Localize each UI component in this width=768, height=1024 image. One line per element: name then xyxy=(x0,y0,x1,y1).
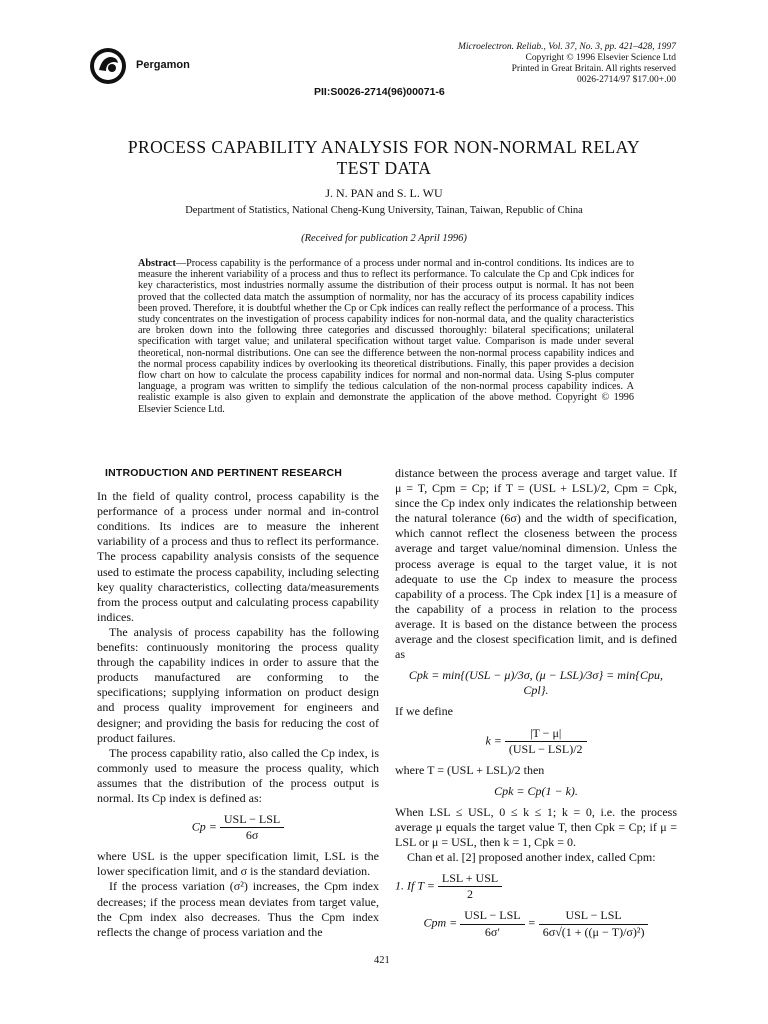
left-column xyxy=(97,466,379,940)
received-date: (Received for publication 2 April 1996) xyxy=(301,233,467,244)
authors: J. N. PAN and S. L. WU xyxy=(325,186,443,200)
equation-lhs: Cp = xyxy=(191,819,217,834)
fraction xyxy=(460,908,524,939)
equation-lhs: Cpm = xyxy=(423,915,458,930)
journal-line: Microelectron. Reliab., Vol. 37, No. 3, pp. 421–428, 1997 xyxy=(457,42,676,52)
abstract xyxy=(138,258,634,415)
equation-cpk-k: Cpk = Cp(1 − k). xyxy=(494,783,578,798)
equation-cp xyxy=(97,812,379,843)
section-heading: INTRODUCTION AND PERTINENT RESEARCH xyxy=(105,467,343,479)
pii-identifier: PII:S0026-2714(96)00071-6 xyxy=(314,86,445,98)
denominator: 2 xyxy=(467,887,474,902)
abstract-label: Abstract xyxy=(138,258,176,269)
journal-citation xyxy=(458,42,676,86)
affiliation: Department of Statistics, National Cheng-Kung University, Tainan, Taiwan, Republic of China xyxy=(185,205,583,216)
fraction xyxy=(220,812,284,843)
equals-sign: = xyxy=(527,915,536,930)
journal-line: Printed in Great Britain. All rights reserved xyxy=(511,64,676,74)
pergamon-logo-icon xyxy=(88,46,128,86)
fraction xyxy=(505,726,587,757)
pergamon-logo xyxy=(88,46,128,86)
numerator: USL − LSL xyxy=(220,812,284,828)
journal-line: Copyright © 1996 Elsevier Science Ltd xyxy=(525,53,676,63)
page-number: 421 xyxy=(374,955,390,966)
fraction xyxy=(438,871,502,902)
right-column xyxy=(395,466,677,946)
abstract-text: —Process capability is the performance of a process under normal and in-control conditions. Its indices are to measure the inherent variability of a process and thus to reflect its performance. To calculate the Cp and Cpk indices for key characteristics, most industries normally assume the distribution of their process output is normal. It has not been proved that the collected data match the assumption of normality, nor has the accuracy of its process capability indices been proved. Therefore, it is doubtful whether the Cp or Cpk indices can really reflect the performance of a process. This study concentrates on the investigation of process capability indices for non-normal data, and the quality characteristics are broken down into the following three categories and discussed thoroughly: bilateral specifications; unilateral specification with target value; and unilateral specification without target value. Comparison is made under several theoretical, non-normal distributions. One can see the difference between the non-normal process capability indices and the normal process capability indices by overlooking its theoretical distributions. Finally, this paper provides a decision flow chart on how to calculate the process capability indices for normal and non-normal data. Using S-plus computer language, a program was written to simplify the tedious calculation of the non-normal process capability indices. A realistic example is also given to explain and demonstrate the application of the above method. Copyright © 1996 Elsevier Science Ltd. xyxy=(138,258,634,415)
condition-line xyxy=(395,871,677,902)
denominator: (USL − LSL)/2 xyxy=(508,741,583,756)
journal-line: 0026-2714/97 $17.00+.00 xyxy=(576,75,676,85)
paragraph: The process capability ratio, also called the Cp index, is commonly used to measure the process quality, which assumes that the distribution of the process output is normal. Its Cp index is defined as: xyxy=(97,745,379,805)
equation-cpk: Cpk = min{(USL − μ)/3σ, (μ − LSL)/3σ} = min{Cpu, Cpl}. xyxy=(408,668,664,698)
numerator: |T − μ| xyxy=(505,726,587,742)
title-line: TEST DATA xyxy=(336,158,432,178)
paragraph: In the field of quality control, process capability is the performance of a process under normal and in-control conditions. Its indices are to measure the inherent variability of a process and thus to reflect its performance. The process capability analysis consists of the sequence used to estimate the process capability, including selecting key quality characteristics, collecting data/measurements from the process output and calculating process capability indices. xyxy=(97,489,379,624)
fraction xyxy=(539,908,649,939)
denominator: 6σ√(1 + ((μ − T)/σ)²) xyxy=(542,924,645,939)
paragraph: When LSL ≤ USL, 0 ≤ k ≤ 1; k = 0, i.e. the process average μ equals the target value T, then Cpk = Cp; if μ = LSL or μ = USL, then k = 1, Cpk = 0. xyxy=(395,804,677,850)
paragraph: If we define xyxy=(395,704,453,719)
numerator: USL − LSL xyxy=(539,908,649,924)
paragraph: Chan et al. [2] proposed another index, called Cpm: xyxy=(407,850,656,865)
paragraph: where T = (USL + LSL)/2 then xyxy=(395,762,545,777)
paragraph: If the process variation (σ²) increases, the Cpm index decreases; if the process mean deviates from target value, the Cpm index also decreases. Thus the Cpm index reflects the change of process variation and the xyxy=(97,879,379,939)
equation-k xyxy=(395,726,677,757)
condition-lhs: 1. If T = xyxy=(395,878,435,893)
paragraph: The analysis of process capability has the following benefits: continuously monitoring the process quality through the capability indices in order to assure that the products manufactured are conforming to the specifications; supplying information on product design and process quality improvement for engineers and designer; and providing the basis for reducing the cost of product failures. xyxy=(97,624,379,745)
numerator: USL − LSL xyxy=(460,908,524,924)
denominator: 6σ′ xyxy=(484,924,500,939)
equation-cpm xyxy=(395,908,677,939)
paragraph: distance between the process average and target value. If μ = T, Cpm = Cp; if T = (USL + LSL)/2, Cpm = Cpk, since the Cp index only indicates the relationship between the natural tolerance (6σ) and the width of specification, which cannot reflect the closeness between the process average and target value/nominal dimension. Unless the process average is equal to the target value, it is not adequate to use the Cp index to measure the process capability of a process. The Cpk index [1] is a measure of the capability of a process in relation to the process average. It is based on the distance between the process average and the closest specification limit, and is defined as xyxy=(395,466,677,662)
publisher-name: Pergamon xyxy=(136,59,190,71)
denominator: 6σ xyxy=(245,828,259,843)
numerator: LSL + USL xyxy=(438,871,502,887)
title-line: PROCESS CAPABILITY ANALYSIS FOR NON-NORMAL RELAY xyxy=(127,137,641,157)
paragraph: where USL is the upper specification limit, LSL is the lower specification limit, and σ is the standard deviation. xyxy=(97,849,379,879)
paper-title xyxy=(80,137,688,179)
equation-lhs: k = xyxy=(485,732,502,747)
